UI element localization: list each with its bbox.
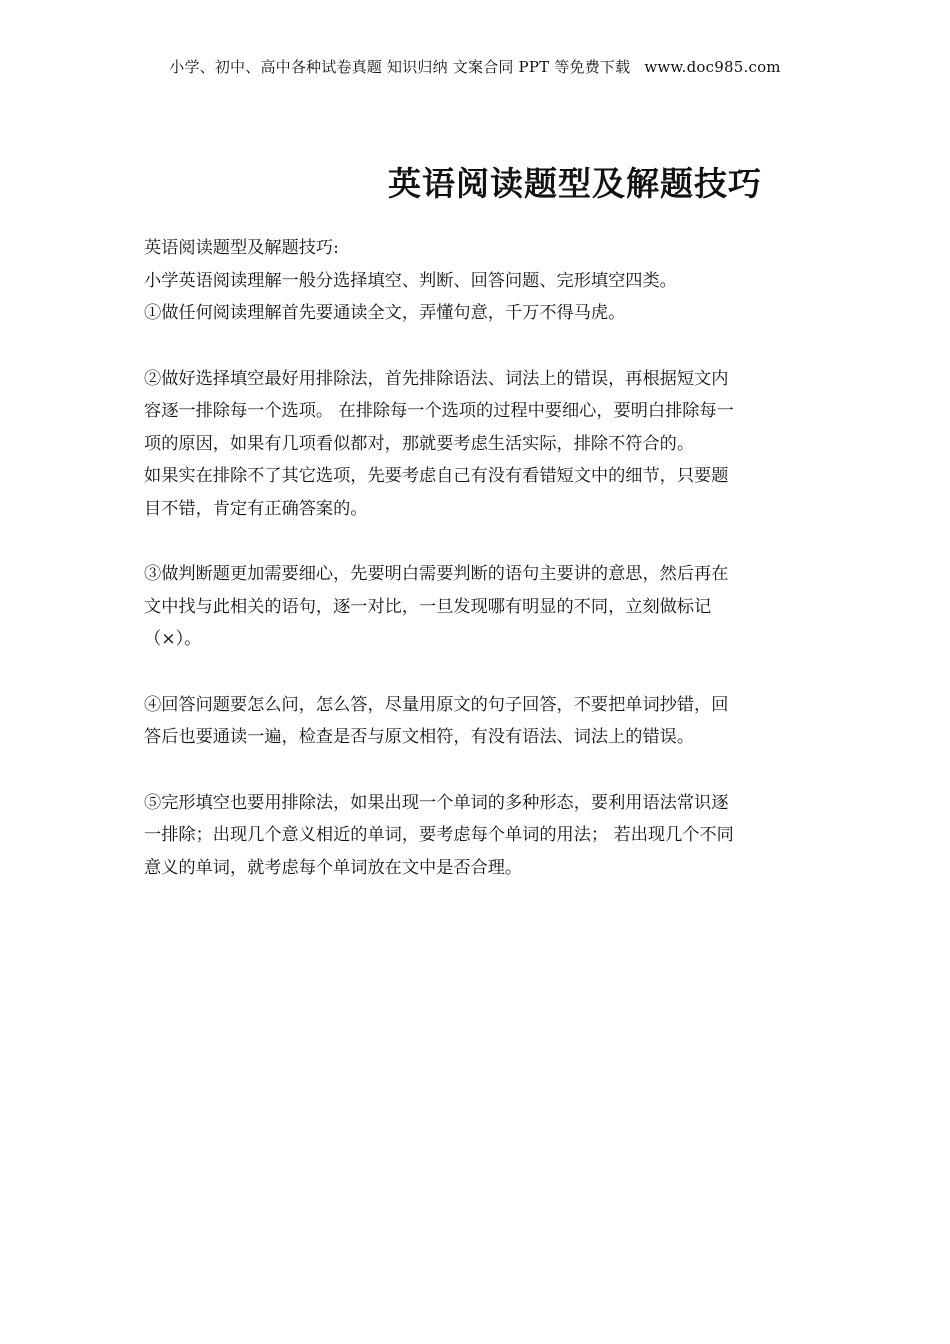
document-title: 英语阅读题型及解题技巧 [388,164,762,203]
tip-3-paragraph [144,558,809,656]
tip-3-line: （×）。 [144,629,202,649]
header-site: www.doc985.com [644,58,781,76]
tip-4-paragraph [144,689,809,754]
tip-5-paragraph [144,787,809,885]
tip-5-line: 一排除；出现几个意义相近的单词，要考虑每个单词的用法； 若出现几个不同 [144,825,734,845]
paragraph-gap [144,656,809,689]
tip-4-line: ④回答问题要怎么问，怎么答，尽量用原文的句子回答，不要把单词抄错，回 [144,694,729,715]
page-header [0,56,950,77]
tip-3-line: 文中找与此相关的语句，逐一对比，一旦发现哪有明显的不同，立刻做标记 [144,596,712,617]
tip-5-line: 意义的单词，就考虑每个单词放在文中是否合理。 [144,857,523,878]
paragraph-gap [144,525,809,558]
tip-2-line: 项的原因，如果有几项看似都对，那就要考虑生活实际，排除不符合的。 [144,433,695,454]
intro-line: 小学英语阅读理解一般分选择填空、判断、回答问题、完形填空四类。 [144,270,677,291]
tip-5-line: ⑤完形填空也要用排除法，如果出现一个单词的多种形态，要利用语法常识逐 [144,792,729,813]
tip-2-line: 目不错，肯定有正确答案的。 [144,498,368,519]
tip-4-line: 答后也要通读一遍，检查是否与原文相符，有没有语法、词法上的错误。 [144,727,695,747]
paragraph-gap [144,754,809,787]
header-text: 小学、初中、高中各种试卷真题 知识归纳 文案合同 PPT 等免费下载 [169,58,631,76]
tip-2-paragraph [144,363,809,526]
paragraph-gap [144,330,809,363]
tip-2-line: ②做好选择填空最好用排除法，首先排除语法、词法上的错误，再根据短文内 [144,368,729,389]
tip-3-line: ③做判断题更加需要细心，先要明白需要判断的语句主要讲的意思，然后再在 [144,564,729,584]
tip-2-line: 容逐一排除每一个选项。 在排除每一个选项的过程中要细心，要明白排除每一 [144,401,734,421]
tip-2-line: 如果实在排除不了其它选项，先要考虑自己有没有看错短文中的细节，只要题 [144,466,729,486]
document-body [144,232,809,884]
intro-line: 英语阅读题型及解题技巧: [144,238,339,258]
tip-1-line: ①做任何阅读理解首先要通读全文，弄懂句意，千万不得马虎。 [144,303,626,323]
